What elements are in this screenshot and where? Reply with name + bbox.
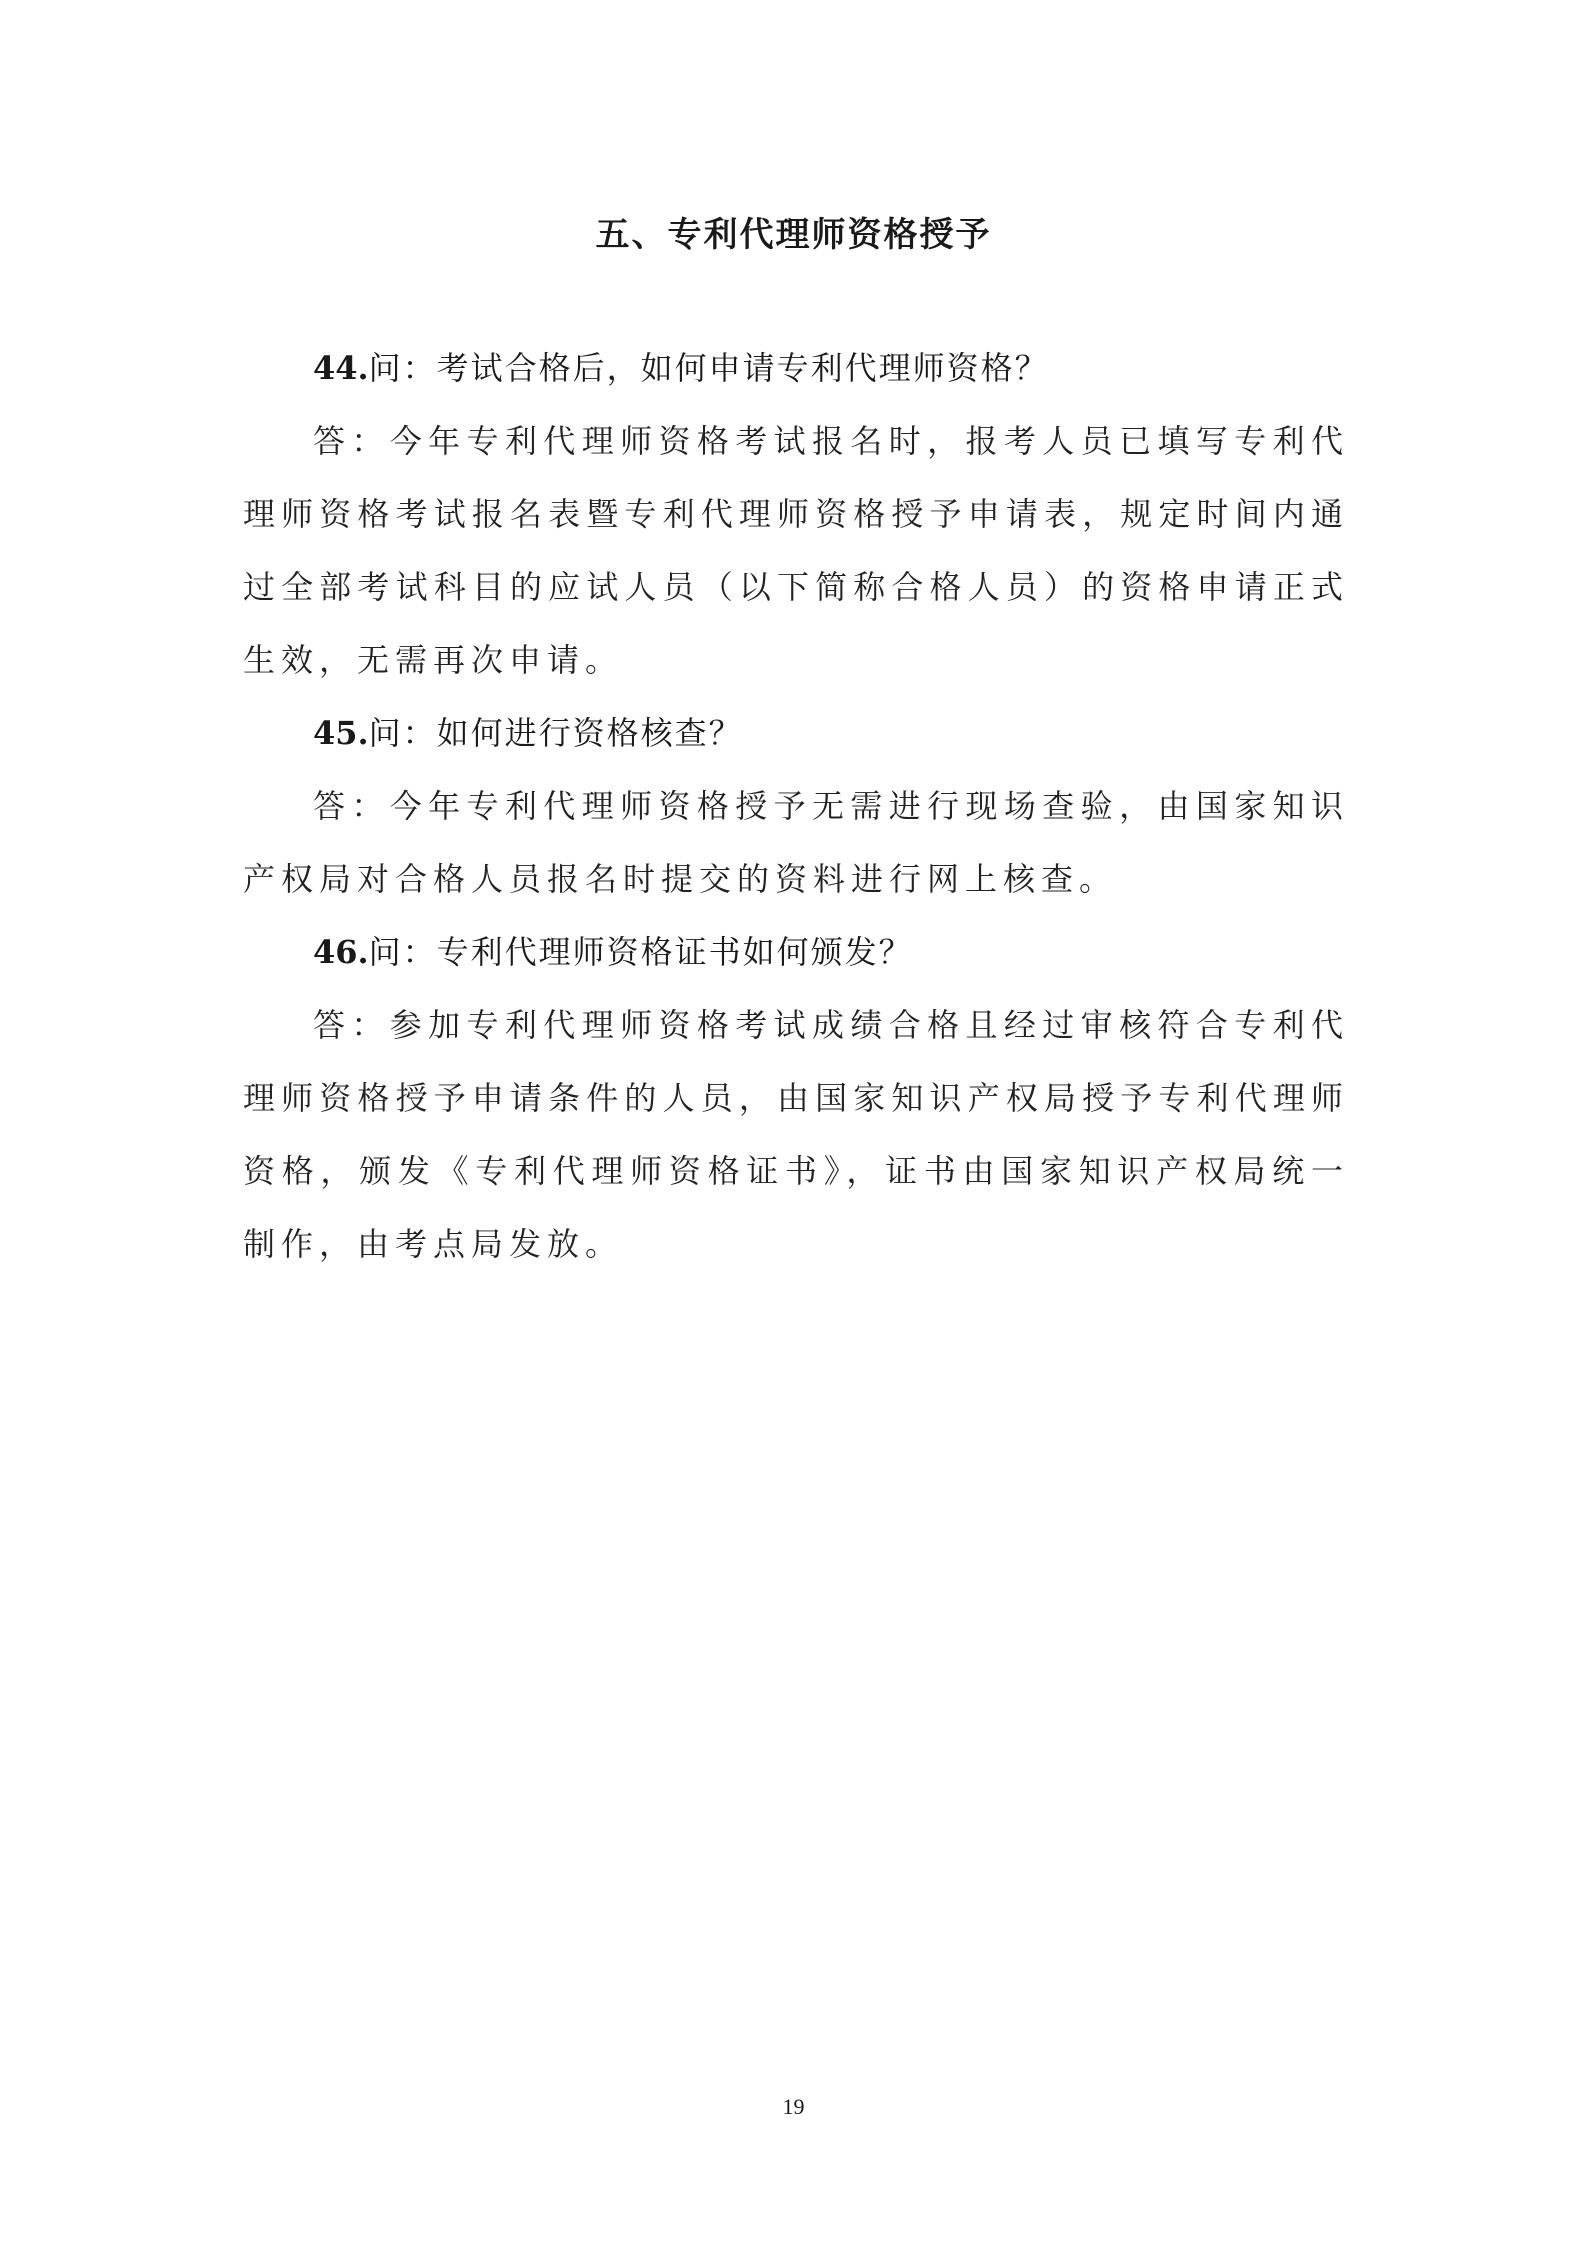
question-number: 44.	[313, 349, 369, 387]
answer-44: 答：今年专利代理师资格考试报名时，报考人员已填写专利代理师资格考试报名表暨专利代理师资格授予申请表，规定时间内通过全部考试科目的应试人员（以下简称合格人员）的资格申请正式生效，无需再次申请。	[243, 422, 1349, 679]
question-number: 45.	[313, 714, 369, 752]
question-text: 问：专利代理师资格证书如何颁发？	[368, 933, 913, 971]
question-text: 问：考试合格后，如何申请专利代理师资格？	[368, 349, 1049, 387]
answer-45: 答：今年专利代理师资格授予无需进行现场查验，由国家知识产权局对合格人员报名时提交的资料进行网上核查。	[243, 787, 1349, 898]
answer-46: 答：参加专利代理师资格考试成绩合格且经过审核符合专利代理师资格授予申请条件的人员，由国家知识产权局授予专利代理师资格，颁发《专利代理师资格证书》，证书由国家知识产权局统一制作，由考点局发放。	[243, 1006, 1349, 1263]
question-text: 问：如何进行资格核查？	[368, 714, 743, 752]
question-44	[243, 332, 1349, 405]
question-45	[243, 697, 1349, 770]
page-number: 19	[782, 2094, 805, 2119]
section-title: 五、专利代理师资格授予	[595, 215, 992, 255]
question-46	[243, 916, 1349, 989]
qa-list	[243, 332, 1349, 1281]
question-number: 46.	[313, 933, 369, 971]
